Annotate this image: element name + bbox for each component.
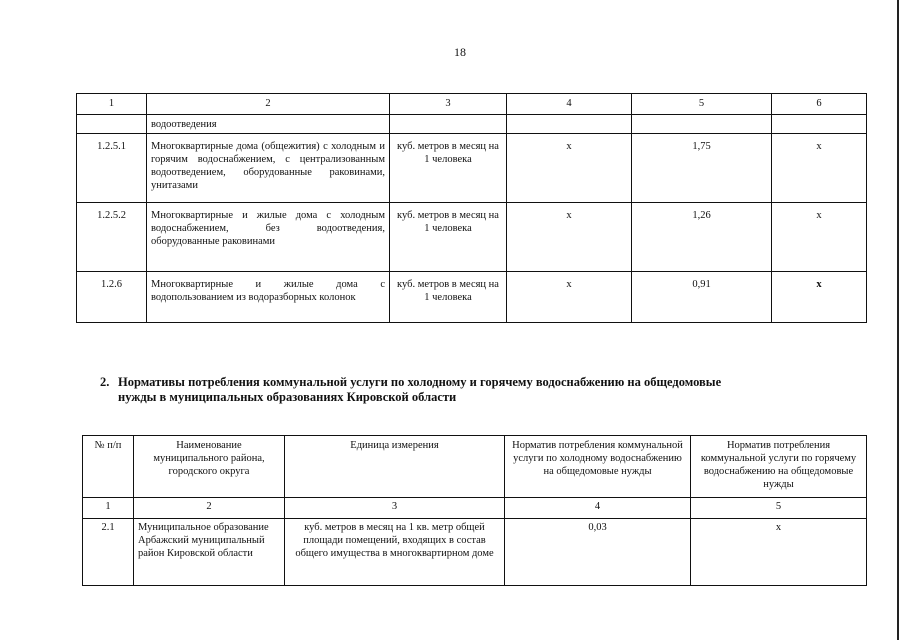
header-number: 1 [83, 498, 134, 519]
table-header-numbers [77, 94, 867, 115]
row-value-col5: 1,26 [632, 203, 772, 272]
header-cell: 5 [632, 94, 772, 115]
header-cell: 1 [77, 94, 147, 115]
continuation-text: водоотведения [147, 115, 390, 134]
header-cell: 4 [507, 94, 632, 115]
row-name: Многоквартирные и жилые дома с холодным водоснабжением, без водоотведения, оборудованные раковинами [147, 203, 390, 272]
row-value-col4: х [507, 134, 632, 203]
row-number: 2.1 [83, 519, 134, 586]
table-common-house-norms [82, 435, 867, 586]
table-row [77, 203, 867, 272]
table-header [83, 436, 867, 498]
header-cell-hot: Норматив потребления коммунальной услуги по горячему водоснабжению на общедомовые нужды [691, 436, 867, 498]
row-number: 1.2.6 [77, 272, 147, 323]
row-value-cold: 0,03 [505, 519, 691, 586]
header-cell: 2 [147, 94, 390, 115]
table-header-numbers [83, 498, 867, 519]
row-number: 1.2.5.1 [77, 134, 147, 203]
header-number: 5 [691, 498, 867, 519]
header-number: 2 [134, 498, 285, 519]
row-value-col4: х [507, 203, 632, 272]
header-cell-cold: Норматив потребления коммунальной услуги по холодному водоснабжению на общедомовые нужды [505, 436, 691, 498]
header-cell-number: № п/п [83, 436, 134, 498]
header-number: 3 [285, 498, 505, 519]
row-unit: куб. метров в месяц на 1 человека [390, 203, 507, 272]
row-name: Муниципальное образование Арбажский муниципальный район Кировской области [134, 519, 285, 586]
header-cell-unit: Единица измерения [285, 436, 505, 498]
header-number: 4 [505, 498, 691, 519]
table-row [77, 134, 867, 203]
section-title-line1: Нормативы потребления коммунальной услуги по холодному и горячему водоснабжению на общедомовые [118, 375, 722, 389]
row-value-col5: 1,75 [632, 134, 772, 203]
section-number: 2. [100, 375, 110, 389]
table-water-norms-continued [76, 93, 867, 323]
section-2-heading [100, 375, 860, 405]
row-value-col6: х [772, 272, 867, 323]
page-number: 18 [454, 45, 466, 59]
row-value-col6: х [772, 134, 867, 203]
row-number: 1.2.5.2 [77, 203, 147, 272]
table-row [83, 519, 867, 586]
header-cell: 3 [390, 94, 507, 115]
header-cell-name: Наименование муниципального района, городского округа [134, 436, 285, 498]
row-value-col4: х [507, 272, 632, 323]
row-name: Многоквартирные дома (общежития) с холодным и горячим водоснабжением, с централизованным водоотведением, оборудованные раковинами, унитазами [147, 134, 390, 203]
table-row-continuation [77, 115, 867, 134]
header-cell: 6 [772, 94, 867, 115]
row-name: Многоквартирные и жилые дома с водопользованием из водоразборных колонок [147, 272, 390, 323]
row-value-hot: х [691, 519, 867, 586]
row-unit: куб. метров в месяц на 1 человека [390, 134, 507, 203]
row-unit: куб. метров в месяц на 1 человека [390, 272, 507, 323]
table-row [77, 272, 867, 323]
row-value-col5: 0,91 [632, 272, 772, 323]
page-edge-line [897, 0, 899, 640]
row-unit: куб. метров в месяц на 1 кв. метр общей площади помещений, входящих в состав общего имущества в многоквартирном доме [285, 519, 505, 586]
row-value-col6: х [772, 203, 867, 272]
section-title-line2: нужды в муниципальных образованиях Кировской области [118, 390, 457, 404]
